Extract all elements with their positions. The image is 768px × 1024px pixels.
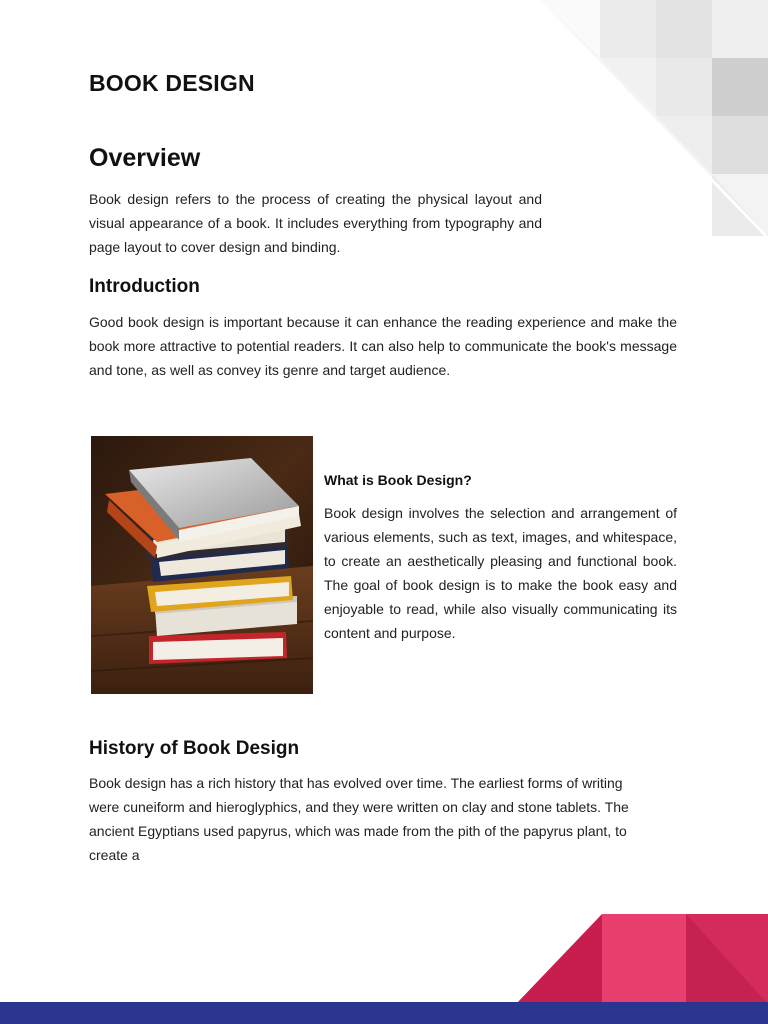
- overview-heading: Overview: [89, 144, 201, 172]
- document-title: BOOK DESIGN: [89, 70, 255, 96]
- history-paragraph: Book design has a rich history that has evolved over time. The earliest forms of writing were cuneiform and hieroglyphics, and they were written on clay and stone tablets. The ancient Egyptians used papyrus, which was made from the pith of the papyrus plant, to create a: [89, 775, 629, 863]
- footer-bar: [0, 1002, 768, 1024]
- introduction-heading: Introduction: [89, 276, 200, 297]
- history-heading: History of Book Design: [89, 738, 300, 759]
- introduction-paragraph: Good book design is important because it can enhance the reading experience and make the book more attractive to potential readers. It can also help to communicate the book's message and tone, as well as convey its genre and target audience.: [89, 314, 677, 378]
- overview-paragraph: Book design refers to the process of creating the physical layout and visual appearance of a book. It includes everything from typography and page layout to cover design and binding.: [89, 191, 542, 255]
- book-stack-photo: [91, 436, 313, 694]
- decorative-shapes-bottom: [516, 914, 768, 1004]
- decorative-tiles-top: [540, 0, 768, 236]
- what-is-book-design-heading: What is Book Design?: [324, 472, 472, 488]
- what-is-book-design-paragraph: Book design involves the selection and arrangement of various elements, such as text, images, and whitespace, to create an aesthetically pleasing and functional book. The goal of book design is to make the book easy and enjoyable to read, while also visually communicating its content and purpose.: [324, 505, 677, 641]
